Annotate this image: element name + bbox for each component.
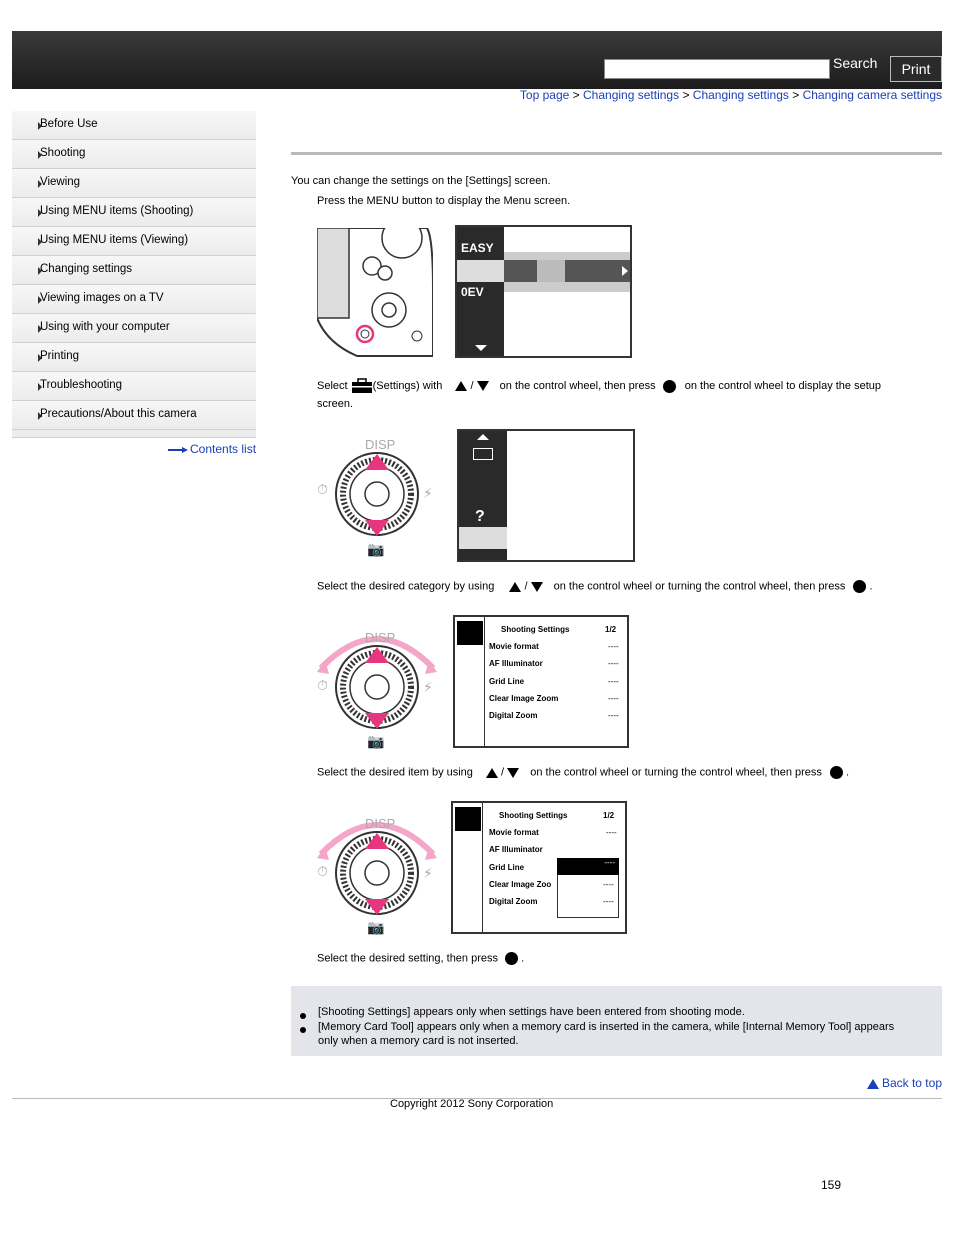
arrow-up-icon <box>477 434 489 442</box>
svg-text:DISP: DISP <box>365 816 396 831</box>
sidebar-end <box>12 430 256 438</box>
sidebar-item-printing[interactable]: Printing <box>12 343 256 372</box>
copyright: Copyright 2012 Sony Corporation <box>390 1098 554 1110</box>
control-wheel-image-2 <box>315 620 440 750</box>
triangle-right-icon <box>38 209 42 217</box>
triangle-up-icon <box>486 768 498 778</box>
triangle-right-icon <box>38 412 42 420</box>
sidebar <box>12 111 256 438</box>
triangle-up-icon <box>509 582 521 592</box>
sidebar-item-menu-shooting[interactable]: Using MENU items (Shooting) <box>12 198 256 227</box>
search-button[interactable]: Search <box>833 55 878 71</box>
search-input[interactable] <box>604 59 830 79</box>
svg-text:DISP: DISP <box>365 630 396 645</box>
contents-list-link[interactable]: Contents list <box>168 442 256 456</box>
svg-text:DISP: DISP <box>365 437 396 452</box>
center-button-icon <box>830 766 843 779</box>
breadcrumb-changing-settings-2[interactable]: Changing settings <box>692 88 789 102</box>
triangle-down-icon <box>477 381 489 391</box>
step-2-text: Select (Settings) with / on the control wheel, then press on the control wheel to display the setup <box>317 378 881 394</box>
note-2-cont: only when a memory card is not inserted. <box>318 1035 519 1047</box>
bullet-icon <box>300 1013 306 1019</box>
breadcrumb-top-page[interactable]: Top page <box>519 88 570 102</box>
triangle-right-icon <box>38 296 42 304</box>
svg-text:📷: 📷 <box>367 733 385 749</box>
control-wheel-image-1 <box>315 432 435 557</box>
sidebar-item-viewing-tv[interactable]: Viewing images on a TV <box>12 285 256 314</box>
sidebar-item-viewing[interactable]: Viewing <box>12 169 256 198</box>
triangle-right-icon <box>38 354 42 362</box>
intro-text: You can change the settings on the [Settings] screen. <box>291 175 551 187</box>
bullet-icon <box>300 1027 306 1033</box>
svg-text:⏱: ⏱ <box>317 677 328 693</box>
settings-sidebar-image <box>457 429 635 562</box>
sidebar-item-computer[interactable]: Using with your computer <box>12 314 256 343</box>
step-1-text: Press the MENU button to display the Menu screen. <box>317 195 571 207</box>
svg-text:⚡: ⚡ <box>423 485 433 501</box>
triangle-right-icon <box>38 122 42 130</box>
svg-text:📷: 📷 <box>367 919 385 935</box>
svg-text:⚡: ⚡ <box>423 679 433 695</box>
sidebar-item-shooting[interactable]: Shooting <box>12 140 256 169</box>
print-button[interactable]: Print <box>890 56 942 82</box>
step-3-text: Select the desired category by using / on the control wheel or turning the control wheel, then press . <box>317 580 873 593</box>
sidebar-item-menu-viewing[interactable]: Using MENU items (Viewing) <box>12 227 256 256</box>
help-icon: ? <box>475 508 485 525</box>
breadcrumb: Top page > Changing settings > Changing settings > Changing camera settings <box>519 88 942 102</box>
center-button-icon <box>853 580 866 593</box>
note-1: [Shooting Settings] appears only when settings have been entered from shooting mode. <box>318 1006 745 1018</box>
triangle-up-icon <box>455 381 467 391</box>
arrow-down-icon <box>475 345 487 353</box>
notes-box <box>291 986 942 1056</box>
triangle-right-icon <box>38 151 42 159</box>
triangle-right-icon <box>38 267 42 275</box>
toolbox-icon <box>351 378 373 394</box>
step-4-text: Select the desired item by using / on the control wheel or turning the control wheel, then press . <box>317 766 850 779</box>
sidebar-item-precautions[interactable]: Precautions/About this camera <box>12 401 256 430</box>
triangle-right-icon <box>38 383 42 391</box>
svg-text:⚡: ⚡ <box>423 865 433 881</box>
breadcrumb-changing-camera-settings[interactable]: Changing camera settings <box>802 88 942 102</box>
back-to-top-link[interactable]: Back to top <box>867 1076 942 1090</box>
triangle-down-icon <box>507 768 519 778</box>
shooting-settings-screen-2: Shooting Settings 1/2 Movie format AF Illuminator Grid Line Clear Image Zoo Digital Zoom ---- ---- ---- ---- <box>451 801 627 934</box>
svg-text:📷: 📷 <box>367 541 385 557</box>
step-5-text: Select the desired setting, then press . <box>317 952 525 965</box>
triangle-up-icon <box>867 1079 879 1089</box>
center-button-icon <box>505 952 518 965</box>
sidebar-item-changing-settings[interactable]: Changing settings <box>12 256 256 285</box>
svg-text:⏱: ⏱ <box>317 863 328 879</box>
menu-screen-image: EASY 0EV <box>455 225 632 358</box>
triangle-right-icon <box>38 238 42 246</box>
hq-icon <box>473 448 493 460</box>
triangle-right-icon <box>38 325 42 333</box>
camera-back-image <box>317 228 433 358</box>
header-bar <box>12 31 942 89</box>
breadcrumb-changing-settings[interactable]: Changing settings <box>583 88 680 102</box>
triangle-right-icon <box>38 180 42 188</box>
page-number: 159 <box>821 1178 842 1192</box>
note-2: [Memory Card Tool] appears only when a memory card is inserted in the camera, while [Internal Memory Tool] appears <box>318 1021 895 1033</box>
control-wheel-image-3 <box>315 806 440 936</box>
triangle-down-icon <box>531 582 543 592</box>
title-rule <box>291 152 942 155</box>
arrow-right-icon <box>168 447 188 453</box>
sidebar-item-before-use[interactable]: Before Use <box>12 111 256 140</box>
step-2-text-cont: screen. <box>317 398 354 410</box>
sidebar-item-troubleshooting[interactable]: Troubleshooting <box>12 372 256 401</box>
arrow-right-icon <box>622 266 630 276</box>
svg-text:⏱: ⏱ <box>317 481 328 497</box>
shooting-settings-screen-1: Shooting Settings 1/2 Movie format AF Illuminator Grid Line Clear Image Zoom Digital Zoom ---- ---- ---- ---- ---- <box>453 615 629 748</box>
center-button-icon <box>663 380 676 393</box>
